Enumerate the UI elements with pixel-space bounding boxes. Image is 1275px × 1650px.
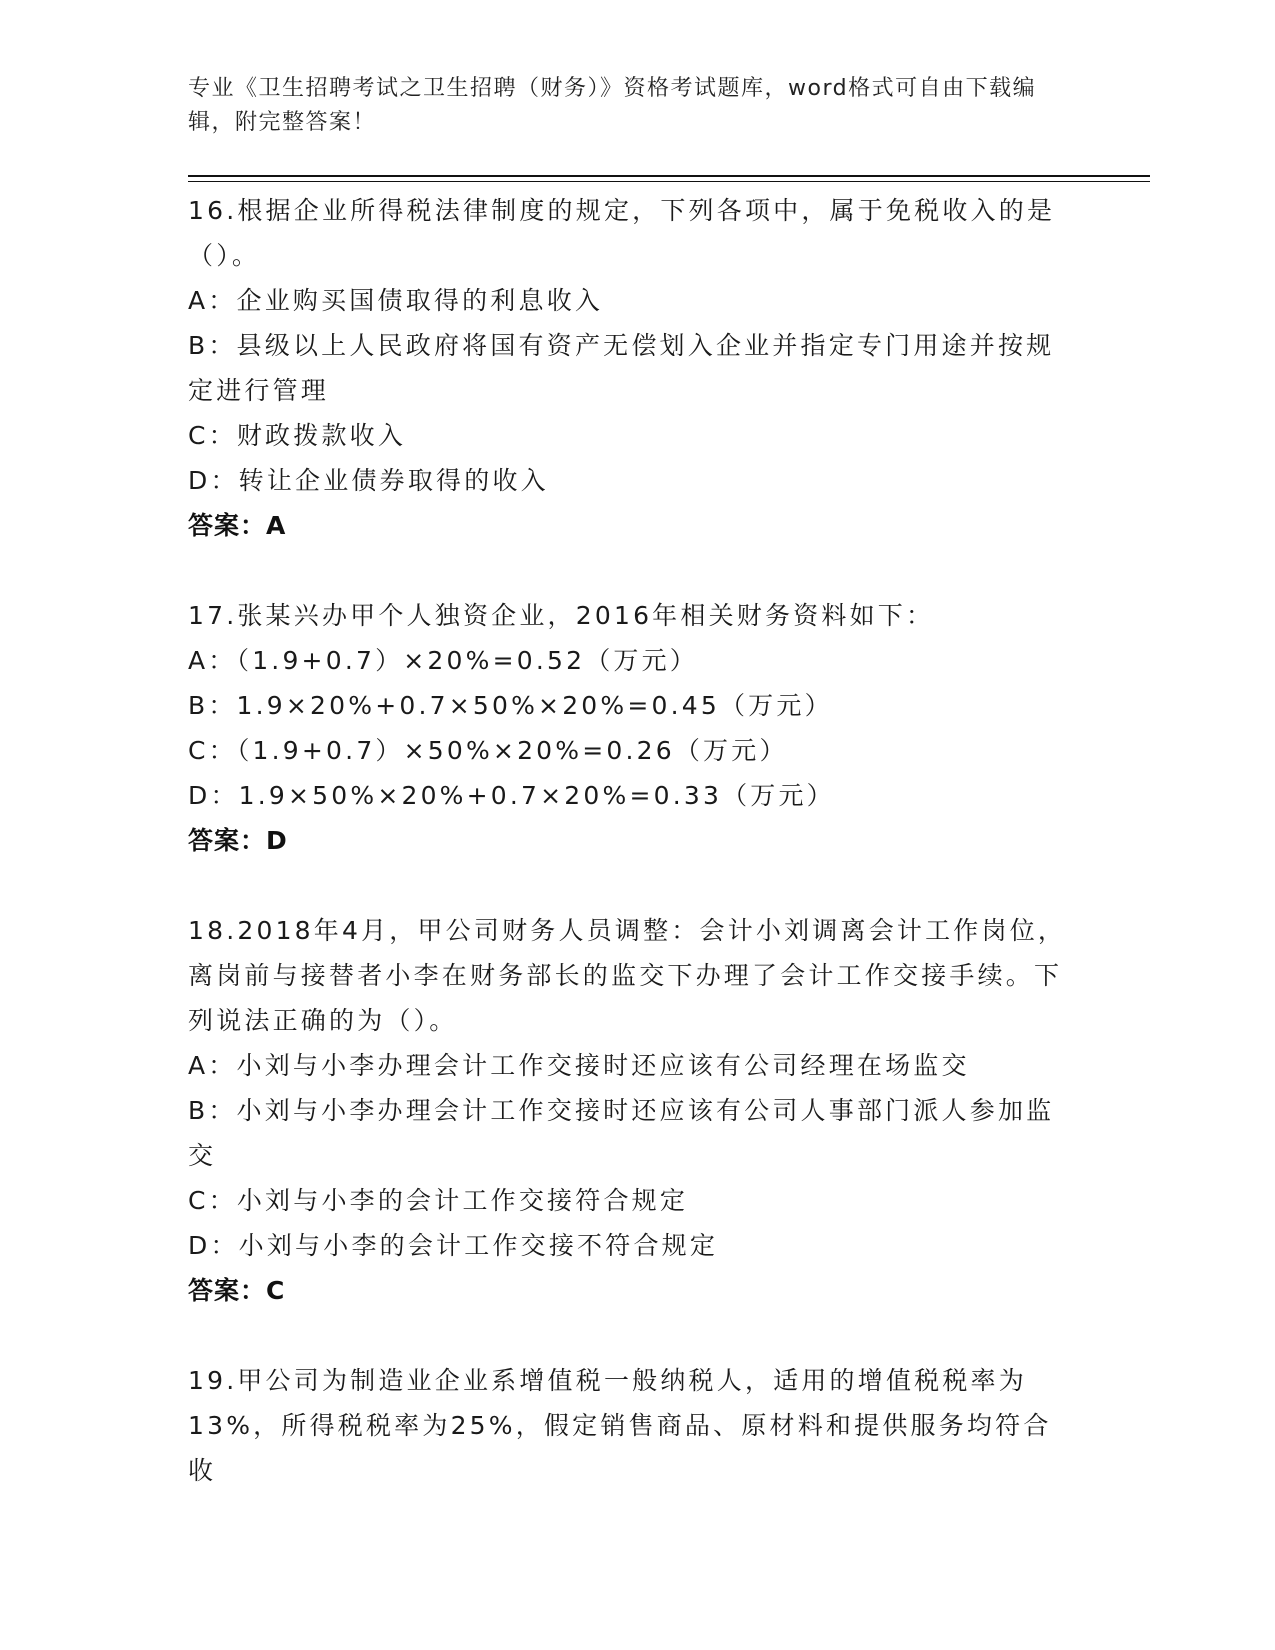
answer-label: 答案：A — [188, 511, 287, 540]
option-b: B：1.9×20%+0.7×50%×20%=0.45（万元） — [188, 691, 833, 720]
question-18 — [188, 908, 1068, 1313]
question-stem: 16.根据企业所得税法律制度的规定，下列各项中，属于免税收入的是（）。 — [188, 196, 1056, 270]
answer-label: 答案：D — [188, 826, 288, 855]
question-spacer — [188, 548, 1068, 593]
header-divider-thick — [188, 175, 1150, 177]
option-d: D：小刘与小李的会计工作交接不符合规定 — [188, 1231, 719, 1260]
document-header-note: 专业《卫生招聘考试之卫生招聘（财务）》资格考试题库，word格式可自由下载编辑，附完整答案！ — [188, 76, 1037, 135]
option-b: B：小刘与小李办理会计工作交接时还应该有公司人事部门派人参加监交 — [188, 1096, 1055, 1170]
question-19 — [188, 1358, 1068, 1493]
question-stem: 17.张某兴办甲个人独资企业，2016年相关财务资料如下： — [188, 601, 935, 630]
option-d: D：转让企业债券取得的收入 — [188, 466, 549, 495]
option-a: A：小刘与小李办理会计工作交接时还应该有公司经理在场监交 — [188, 1051, 970, 1080]
header-divider-thin — [188, 181, 1150, 182]
question-spacer — [188, 863, 1068, 908]
option-c: C：（1.9+0.7）×50%×20%=0.26（万元） — [188, 736, 788, 765]
option-b: B：县级以上人民政府将国有资产无偿划入企业并指定专门用途并按规定进行管理 — [188, 331, 1055, 405]
question-16 — [188, 188, 1068, 548]
option-d: D：1.9×50%×20%+0.7×20%=0.33（万元） — [188, 781, 835, 810]
question-list — [188, 188, 1068, 1493]
option-c: C：小刘与小李的会计工作交接符合规定 — [188, 1186, 689, 1215]
question-spacer — [188, 1313, 1068, 1358]
question-stem: 18.2018年4月，甲公司财务人员调整：会计小刘调离会计工作岗位，离岗前与接替者小李在财务部长的监交下办理了会计工作交接手续。下列说法正确的为（）。 — [188, 916, 1067, 1035]
answer-label: 答案：C — [188, 1276, 286, 1305]
option-a: A：（1.9+0.7）×20%=0.52（万元） — [188, 646, 698, 675]
question-stem: 19.甲公司为制造业企业系增值税一般纳税人，适用的增值税税率为13%，所得税税率为25%，假定销售商品、原材料和提供服务均符合收 — [188, 1366, 1052, 1485]
question-17 — [188, 593, 1068, 863]
option-a: A：企业购买国债取得的利息收入 — [188, 286, 604, 315]
option-c: C：财政拨款收入 — [188, 421, 407, 450]
